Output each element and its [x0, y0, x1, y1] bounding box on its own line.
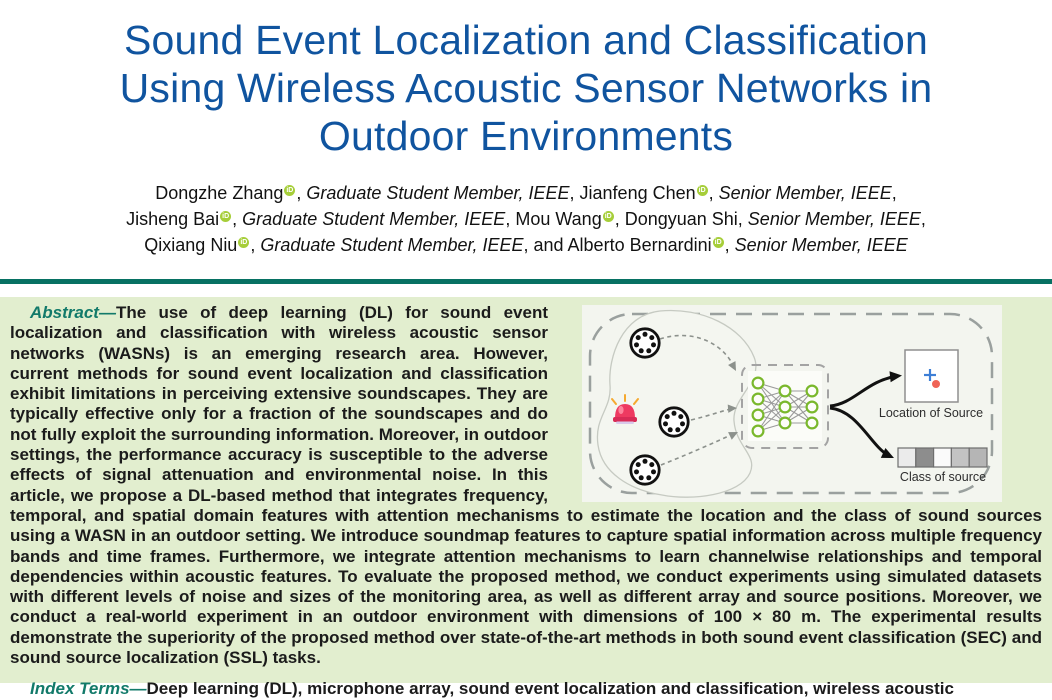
- figure-canvas: [582, 305, 1002, 502]
- orcid-icon[interactable]: iD: [698, 187, 706, 194]
- mic-array-icon-middle: [660, 408, 688, 436]
- paper-header: [0, 16, 1052, 258]
- author-line: [0, 232, 1052, 258]
- member-grade-text: Graduate Student Member, IEEE: [260, 235, 524, 255]
- title-line-1: Sound Event Localization and Classification: [123, 17, 929, 63]
- author-byline: [0, 180, 1052, 258]
- member-grade-text: Graduate Student Member, IEEE: [306, 183, 570, 203]
- class-probability-bar: [898, 448, 987, 467]
- title-line-2: Using Wireless Acoustic Sensor Networks in: [119, 65, 933, 111]
- author-name-text: ,: [232, 209, 243, 229]
- author-name-text: ,: [296, 183, 307, 203]
- author-name-text: ,: [250, 235, 261, 255]
- index-terms-paragraph: [10, 679, 1042, 699]
- author-line: [0, 180, 1052, 206]
- author-name-text: ,: [891, 183, 897, 203]
- mic-array-icon-bottom: [631, 456, 659, 484]
- abstract-section: [0, 297, 1052, 699]
- author-name-text: ,: [724, 235, 735, 255]
- paper-page: [0, 16, 1052, 699]
- title-line-3: Outdoor Environments: [318, 113, 734, 159]
- orcid-icon[interactable]: iD: [604, 213, 612, 220]
- index-terms-label: Index Terms—: [30, 679, 147, 699]
- author-name-text: ,: [708, 183, 719, 203]
- author-name-text: , Dongyuan Shi,: [614, 209, 748, 229]
- graphical-abstract-figure: [582, 305, 1002, 502]
- member-grade-text: Senior Member, IEEE: [747, 209, 921, 229]
- orcid-icon[interactable]: iD: [222, 213, 230, 220]
- abstract-text: The use of deep learning (DL) for sound event localization and classification with wireless acoustic sensor networks (WASNs) is an emerging research area. However, current methods for sound event localization and classification exhibit limitations in perceiving extensive soundscapes. They are typically effective only for a fraction of the soundscapes and do not fully exploit the surrounding information. Moreover, in outdoor settings, the performance accuracy is susceptible to the adverse effects of signal attenuation and environmental noise. In this article, we propose a DL-based method that integrates frequency, temporal, and spatial domain features with attention mechanisms to estimate the location and the class of sound sources using a WASN in an outdoor setting. We introduce soundmap features to capture spatial information across multiple frequency bands and time frames. Furthermore, we integrate attention mechanisms to learn channelwise relationships and temporal dependencies within acoustic features. To evaluate the proposed method, we conduct experiments using simulated datasets with different levels of noise and sizes of the monitoring area, as well as different array and source positions. Moreover, we conduct a real-world experiment in an outdoor environment with dimensions of 100 × 80 m. The experimental results demonstrate the superiority of the proposed method over state-of-the-art methods in both sound event classification (SEC) and sound source localization (SSL) tasks.: [10, 303, 1042, 668]
- member-grade-text: Senior Member, IEEE: [734, 235, 908, 255]
- author-line: [0, 206, 1052, 232]
- class-bar-label: Class of source: [899, 470, 987, 484]
- paper-title: [30, 16, 1022, 160]
- orcid-icon[interactable]: iD: [240, 239, 248, 246]
- orcid-icon[interactable]: iD: [286, 187, 294, 194]
- author-name-text: Jisheng Bai: [126, 209, 220, 229]
- abstract-label: Abstract—: [30, 303, 116, 322]
- member-grade-text: Graduate Student Member, IEEE: [242, 209, 506, 229]
- index-terms-text: Deep learning (DL), microphone array, sound event localization and classification, wireless acoustic: [146, 679, 954, 699]
- author-name-text: , and Alberto Bernardini: [523, 235, 712, 255]
- estimated-location-dot: [932, 380, 940, 388]
- orcid-icon[interactable]: iD: [714, 239, 722, 246]
- mic-array-icon-top: [631, 329, 659, 357]
- author-name-text: , Jianfeng Chen: [569, 183, 696, 203]
- location-plot: [905, 350, 958, 402]
- location-plot-label: Location of Source: [878, 406, 984, 420]
- author-name-text: , Mou Wang: [505, 209, 602, 229]
- member-grade-text: Senior Member, IEEE: [718, 183, 892, 203]
- monitoring-area-blob: [597, 310, 756, 497]
- author-name-text: Dongzhe Zhang: [155, 183, 284, 203]
- author-name-text: Qixiang Niu: [144, 235, 238, 255]
- section-divider-rule: [0, 279, 1052, 284]
- author-name-text: ,: [920, 209, 926, 229]
